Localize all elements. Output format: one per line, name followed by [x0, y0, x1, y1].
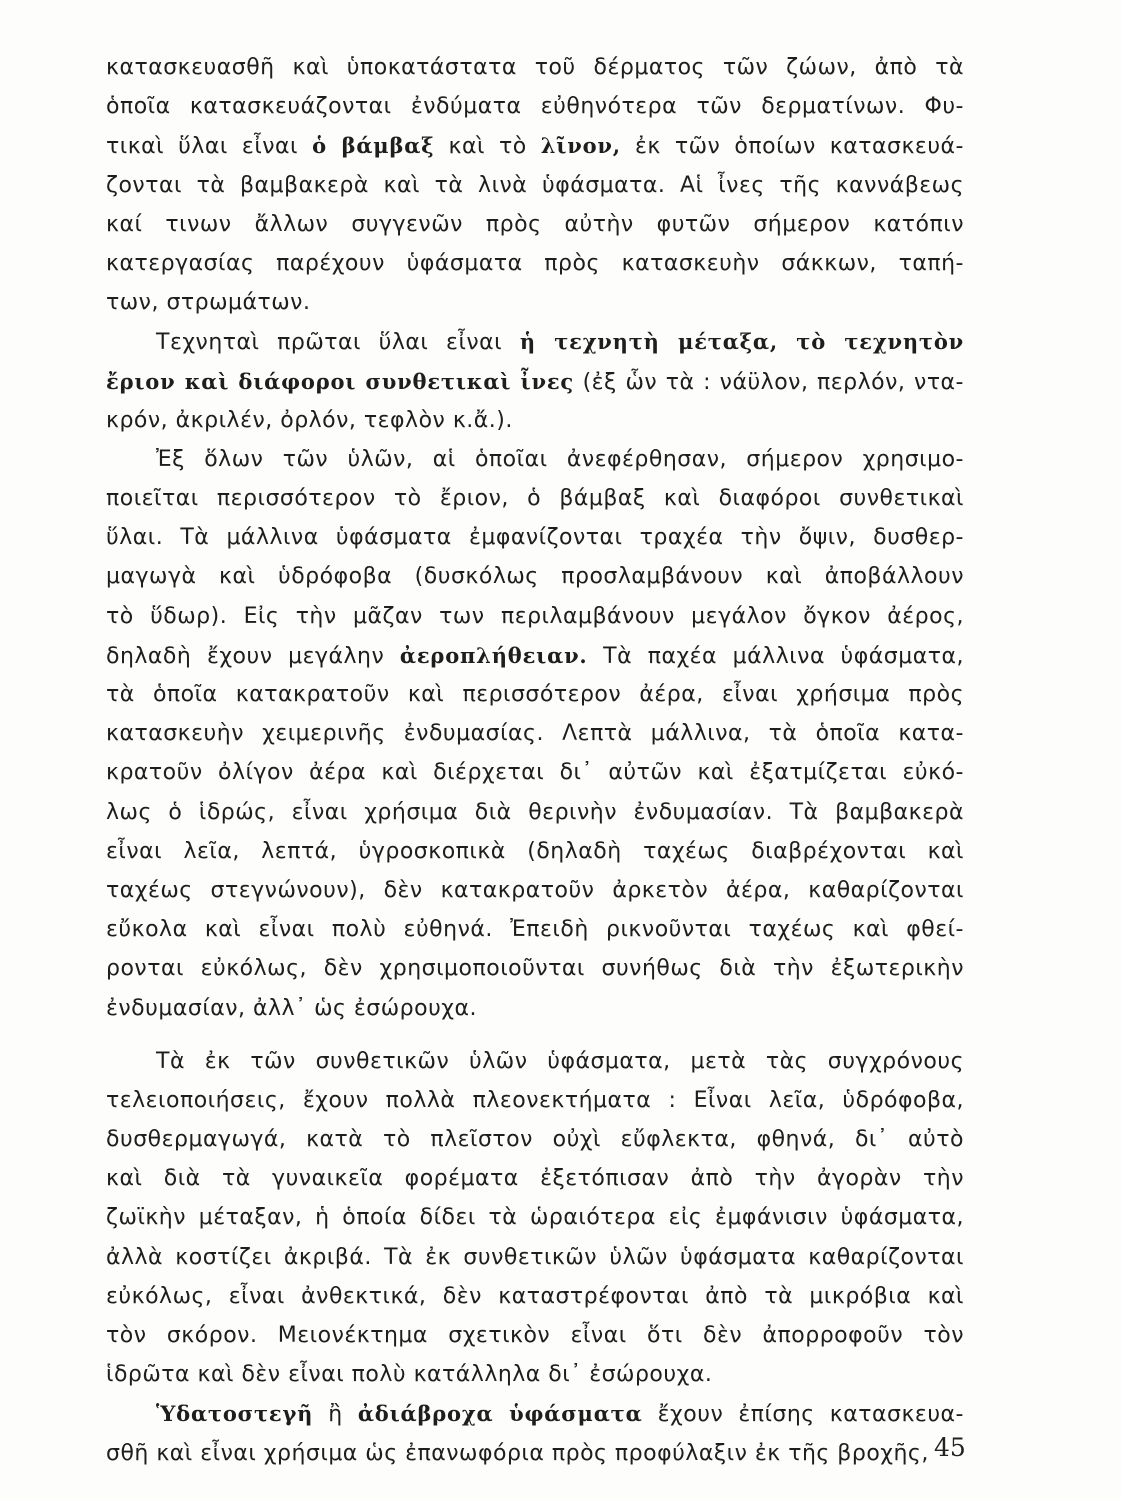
text-line [106, 871, 964, 910]
text-segment: κατασκευὴν χειμερινῆς ἐνδυμασίας. Λεπτὰ μάλλινα, τὰ ὁποῖα κατα- [106, 721, 964, 747]
text-line [106, 714, 964, 753]
text-segment: ὕλαι. Τὰ μάλλινα ὑφάσματα ἐμφανίζονται τραχέα τὴν ὄψιν, δυσθερ- [106, 525, 964, 551]
text-line [106, 48, 964, 87]
text-line [106, 126, 964, 165]
text-line [106, 1355, 964, 1394]
text-segment: Τεχνηταὶ πρῶται ὕλαι εἶναι [156, 330, 520, 356]
text-segment: καί τινων ἄλλων συγγενῶν πρὸς αὐτὴν φυτῶν σήμερον κατόπιν [106, 211, 964, 237]
text-segment: εὐκόλως, εἶναι ἀνθεκτικά, δὲν καταστρέφονται ἀπὸ τὰ μικρόβια καὶ [106, 1283, 964, 1309]
paragraph [106, 1394, 964, 1472]
text-segment: μαγωγὰ καὶ ὑδρόφοβα (δυσκόλως προσλαμβάνουν καὶ ἀποβάλλουν [106, 564, 964, 590]
text-line [106, 1316, 964, 1355]
text-line [106, 87, 964, 126]
text-segment: τὸν σκόρον. Μειονέκτημα σχετικὸν εἶναι ὅτι δὲν ἀπορροφοῦν τὸν [106, 1323, 964, 1348]
bold-term: ὁ βάμβαξ [312, 133, 435, 159]
text-line [106, 401, 964, 440]
text-line [106, 1159, 964, 1198]
text-segment: κατεργασίας παρέχουν ὑφάσματα πρὸς κατασκευὴν σάκκων, ταπή- [106, 250, 964, 276]
bold-term: ἡ τεχνητὴ μέταξα, τὸ τεχνητὸν [519, 329, 965, 355]
text-segment: ἀλλὰ κοστίζει ἀκριβά. Τὰ ἐκ συνθετικῶν ὑλῶν ὑφάσματα καθαρίζονται [106, 1244, 964, 1270]
text-segment: καὶ διὰ τὰ γυναικεῖα φορέματα ἐξετόπισαν ἀπὸ τὴν ἀγορὰν τὴν [106, 1166, 964, 1192]
text-segment: δυσθερμαγωγά, κατὰ τὸ πλεῖστον οὐχὶ εὔφλεκτα, φθηνά, δι᾽ αὐτὸ [106, 1127, 964, 1153]
text-segment: λως ὁ ἱδρώς, εἶναι χρήσιμα διὰ θερινὴν ἐνδυμασίαν. Τὰ βαμβακερὰ [106, 799, 964, 825]
text-segment: Τὰ ἐκ τῶν συνθετικῶν ὑλῶν ὑφάσματα, μετὰ τὰς συγχρόνους [156, 1048, 964, 1074]
page-body [106, 48, 964, 1473]
text-line [106, 636, 964, 675]
text-segment: τὰ ὁποῖα κατακρατοῦν καὶ περισσότερον ἀέρα, εἶναι χρήσιμα πρὸς [106, 682, 964, 707]
text-line [106, 1042, 964, 1081]
page-number: 45 [934, 1433, 966, 1462]
text-line [106, 1081, 964, 1120]
text-line [106, 244, 964, 283]
text-line [106, 1238, 964, 1277]
text-segment: ζονται τὰ βαμβακερὰ καὶ τὰ λινὰ ὑφάσματα. Αἱ ἶνες τῆς καννάβεως [106, 172, 964, 198]
bold-term: λῖνον, [540, 133, 621, 159]
text-segment: των, στρωμάτων. [106, 290, 311, 316]
bold-term: ἀδιάβροχα ὑφάσματα [357, 1401, 643, 1427]
text-line [106, 518, 964, 557]
text-segment: ἐκ τῶν ὁποίων κατασκευά- [620, 134, 964, 160]
text-line [106, 1434, 964, 1473]
text-line [106, 793, 964, 832]
bold-term: ἀεροπλήθειαν. [399, 642, 588, 668]
text-segment: ποιεῖται περισσότερον τὸ ἔριον, ὁ βάμβαξ καὶ διαφόροι συνθετικαὶ [106, 486, 964, 512]
text-segment: ἱδρῶτα καὶ δὲν εἶναι πολὺ κατάλληλα δι᾽ ἐσώρουχα. [106, 1362, 713, 1388]
text-segment: σθῆ καὶ εἶναι χρήσιμα ὡς ἐπανωφόρια πρὸς προφύλαξιν ἐκ τῆς βροχῆς, [106, 1440, 929, 1466]
text-line [106, 283, 964, 322]
text-line [106, 1198, 964, 1237]
text-segment: τὸ ὕδωρ). Εἰς τὴν μᾶζαν των περιλαμβάνουν μεγάλον ὄγκον ἀέρος, [106, 603, 964, 629]
text-segment: κατασκευασθῆ καὶ ὑποκατάστατα τοῦ δέρματος τῶν ζώων, ἀπὸ τὰ [106, 55, 964, 80]
text-line [106, 910, 964, 949]
text-line [106, 989, 964, 1028]
text-line [106, 1120, 964, 1159]
text-line [106, 205, 964, 244]
text-segment: εἶναι λεῖα, λεπτά, ὑγροσκοπικὰ (δηλαδὴ ταχέως διαβρέχονται καὶ [106, 838, 964, 864]
text-segment: δηλαδὴ ἔχουν μεγάλην [106, 643, 400, 669]
paragraph [106, 440, 964, 1028]
text-line [106, 753, 964, 792]
bold-term: Ὑδατοστεγῆ [156, 1401, 314, 1427]
text-line [106, 557, 964, 596]
text-segment: Τὰ παχέα μάλλινα ὑφάσματα, [587, 643, 964, 669]
text-line [106, 322, 964, 361]
text-segment: κρόν, ἀκριλέν, ὀρλόν, τεφλὸν κ.ἄ.). [106, 407, 513, 433]
text-segment: ρονται εὐκόλως, δὲν χρησιμοποιοῦνται συνήθως διὰ τὴν ἐξωτερικὴν [106, 956, 964, 982]
text-line [106, 479, 964, 518]
text-segment: τικαὶ ὕλαι εἶναι [106, 134, 313, 160]
text-segment: εὔκολα καὶ εἶναι πολὺ εὐθηνά. Ἐπειδὴ ρικνοῦνται ταχέως καὶ φθεί- [106, 917, 964, 943]
text-line [106, 949, 964, 988]
text-segment: ἔχουν ἐπίσης κατασκευα- [642, 1402, 964, 1428]
text-segment: (ἐξ ὧν τὰ : νάϋλον, περλόν, ντα- [573, 369, 964, 395]
bold-term: ἔριον καὶ διάφοροι συνθετικαὶ ἶνες [106, 368, 574, 394]
text-segment: ταχέως στεγνώνουν), δὲν κατακρατοῦν ἀρκετὸν ἀέρα, καθαρίζονται [106, 877, 964, 903]
paragraph [106, 1042, 964, 1395]
text-segment: ὁποῖα κατασκευάζονται ἐνδύματα εὐθηνότερα τῶν δερματίνων. Φυ- [106, 94, 964, 120]
text-line [106, 1394, 964, 1433]
paragraph [106, 48, 964, 322]
text-segment: Ἐξ ὅλων τῶν ὑλῶν, αἱ ὁποῖαι ἀνεφέρθησαν, σήμερον χρησιμο- [156, 446, 964, 472]
text-segment: καὶ τὸ [434, 134, 541, 160]
text-line [106, 675, 964, 714]
text-line [106, 440, 964, 479]
text-segment: ἐνδυμασίαν, ἀλλ᾽ ὡς ἐσώρουχα. [106, 995, 478, 1021]
text-line [106, 362, 964, 401]
text-line [106, 1277, 964, 1316]
text-line [106, 166, 964, 205]
text-segment: κρατοῦν ὀλίγον ἀέρα καὶ διέρχεται δι᾽ αὐτῶν καὶ ἐξατμίζεται εὐκό- [106, 760, 964, 786]
text-segment: ἢ [313, 1402, 358, 1428]
paragraph [106, 322, 964, 440]
paragraph-gap [106, 1028, 964, 1042]
text-line [106, 597, 964, 636]
text-line [106, 832, 964, 871]
text-segment: ζωϊκὴν μέταξαν, ἡ ὁποία δίδει τὰ ὡραιότερα εἰς ἐμφάνισιν ὑφάσματα, [106, 1205, 964, 1231]
text-segment: τελειοποιήσεις, ἔχουν πολλὰ πλεονεκτήματα : Εἶναι λεῖα, ὑδρόφοβα, [106, 1087, 964, 1113]
